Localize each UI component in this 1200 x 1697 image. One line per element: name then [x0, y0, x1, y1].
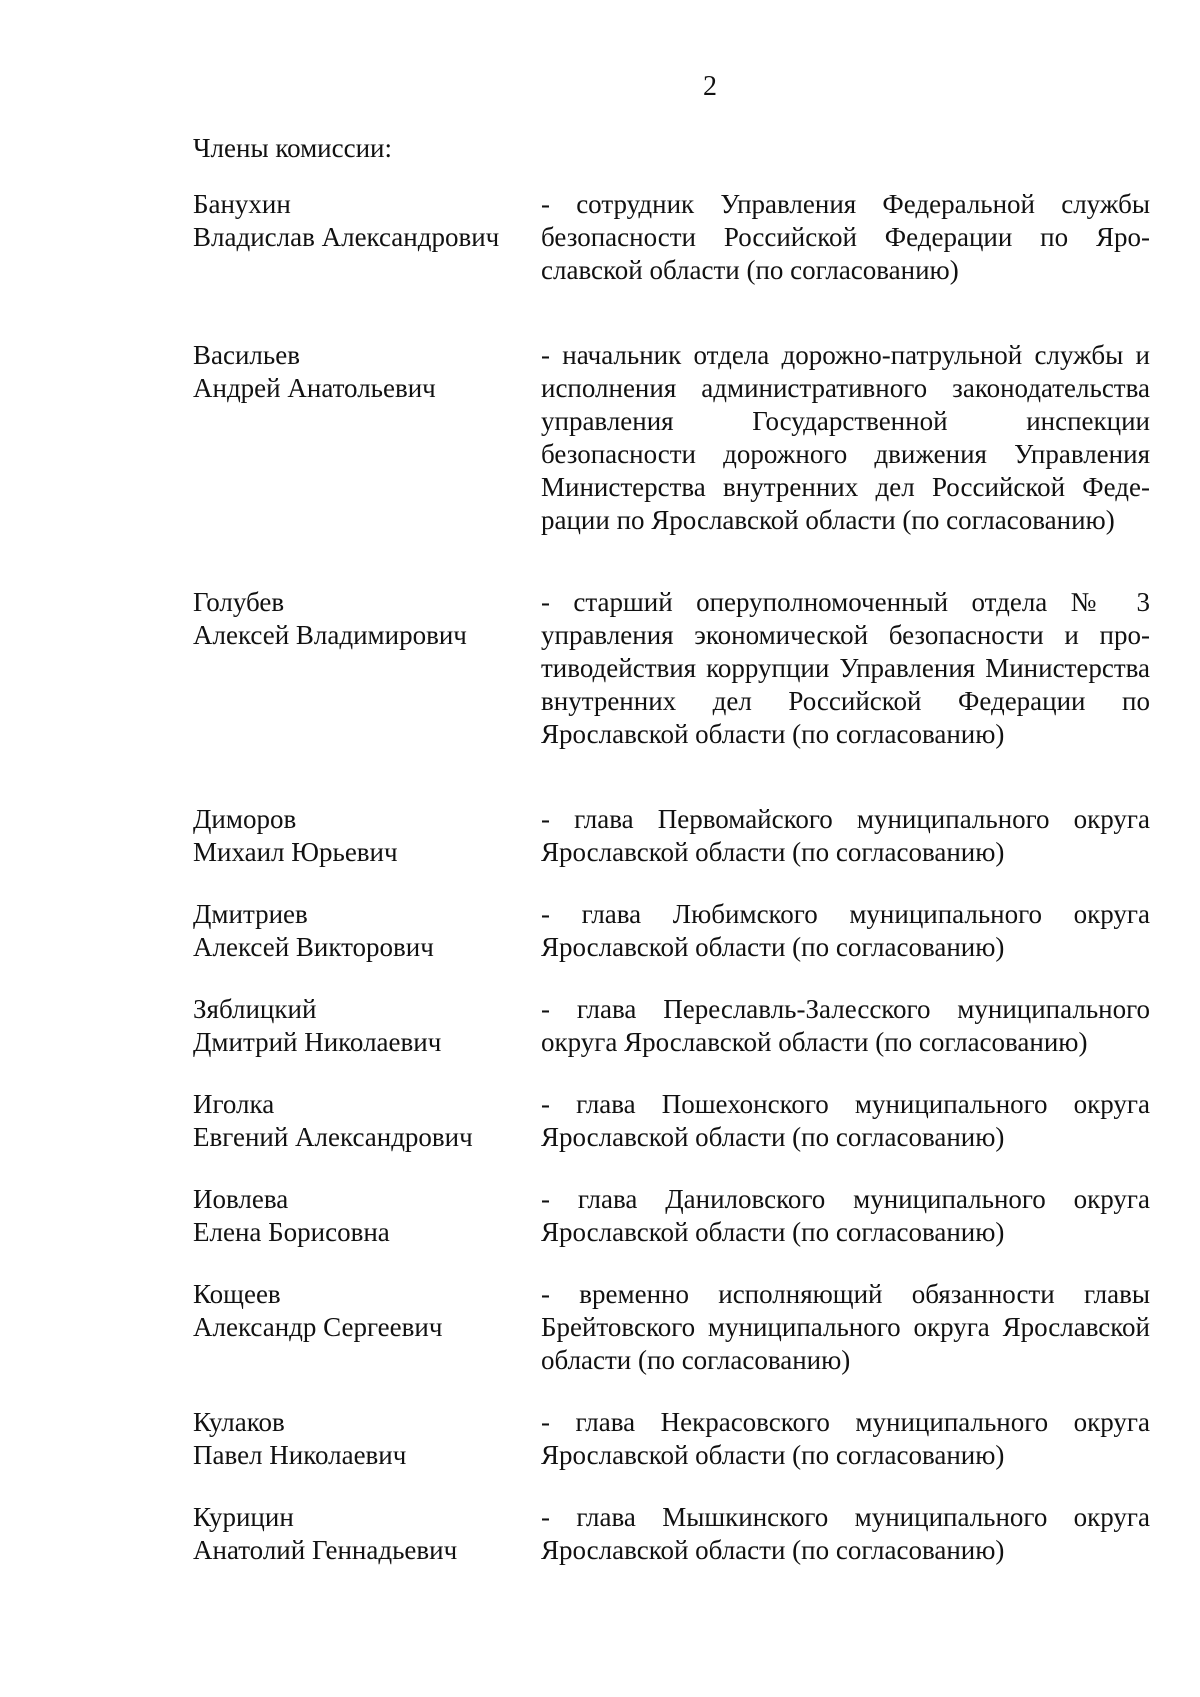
member-name [193, 339, 541, 405]
member-given-names: Андрей Анатольевич [193, 373, 436, 403]
member-surname: Кулаков [193, 1407, 285, 1437]
member-given-names: Евгений Александрович [193, 1122, 473, 1152]
member-entry [193, 993, 1150, 1059]
member-role: - глава Даниловского муниципального округа Ярославской области (по согласованию) [541, 1184, 1150, 1247]
member-surname: Голубев [193, 587, 285, 617]
member-name [193, 1278, 541, 1344]
member-name [193, 1088, 541, 1154]
member-role: - глава Первомайского муниципального округа Ярославской области (по согласованию) [541, 804, 1150, 867]
member-name [193, 898, 541, 964]
member-entry [193, 586, 1150, 751]
member-given-names: Михаил Юрьевич [193, 837, 398, 867]
member-entry [193, 188, 1150, 287]
members-list [193, 188, 1150, 1567]
page-number: 2 [703, 71, 717, 102]
member-entry [193, 1501, 1150, 1567]
member-given-names: Алексей Викторович [193, 932, 434, 962]
member-role: - старший оперуполномоченный отдела № 3 управления экономической безопасности и противодействия коррупции Управления Министерства внутренних дел Российской Федерации по Ярославской области (по согласованию) [541, 587, 1150, 749]
member-entry [193, 1278, 1150, 1377]
member-name [193, 1183, 541, 1249]
member-given-names: Павел Николаевич [193, 1440, 407, 1470]
member-role: - начальник отдела дорожно-патрульной службы и исполнения административного законодательства управления Государственной инспекции безопасности дорожного движения Управления Министерства внутренних дел Российской Федерации по Ярославской области (по согласованию) [541, 340, 1150, 535]
member-name [193, 803, 541, 869]
member-role: - глава Любимского муниципального округа Ярославской области (по согласованию) [541, 899, 1150, 962]
members-heading: Члены комиссии: [193, 133, 392, 163]
member-role: - временно исполняющий обязанности главы Брейтовского муниципального округа Ярославской области (по согласованию) [541, 1279, 1150, 1375]
member-name [193, 1501, 541, 1567]
member-surname: Зяблицкий [193, 994, 317, 1024]
member-given-names: Елена Борисовна [193, 1217, 390, 1247]
member-entry [193, 1183, 1150, 1249]
member-entry [193, 803, 1150, 869]
member-surname: Иголка [193, 1089, 275, 1119]
member-role: - глава Некрасовского муниципального округа Ярославской области (по согласованию) [541, 1407, 1150, 1470]
member-name [193, 1406, 541, 1472]
member-surname: Кощеев [193, 1279, 281, 1309]
member-name [193, 586, 541, 652]
member-given-names: Дмитрий Николаевич [193, 1027, 442, 1057]
member-given-names: Анатолий Геннадьевич [193, 1535, 458, 1565]
member-role: - глава Пошехонского муниципального округа Ярославской области (по согласованию) [541, 1089, 1150, 1152]
member-name [193, 993, 541, 1059]
member-surname: Диморов [193, 804, 297, 834]
member-surname: Банухин [193, 189, 291, 219]
member-role: - глава Переславль-Залесского муниципального округа Ярославской области (по согласованию) [541, 994, 1150, 1057]
member-entry [193, 1406, 1150, 1472]
member-surname: Дмитриев [193, 899, 308, 929]
member-entry [193, 898, 1150, 964]
member-surname: Иовлева [193, 1184, 289, 1214]
member-role: - сотрудник Управления Федеральной службы безопасности Российской Федерации по Ярославской области (по согласованию) [541, 189, 1150, 285]
member-entry [193, 1088, 1150, 1154]
member-surname: Курицин [193, 1502, 294, 1532]
member-given-names: Владислав Александрович [193, 222, 500, 252]
member-surname: Васильев [193, 340, 300, 370]
member-name [193, 188, 541, 254]
member-given-names: Алексей Владимирович [193, 620, 467, 650]
member-role: - глава Мышкинского муниципального округа Ярославской области (по согласованию) [541, 1502, 1150, 1565]
member-given-names: Александр Сергеевич [193, 1312, 443, 1342]
member-entry [193, 339, 1150, 537]
